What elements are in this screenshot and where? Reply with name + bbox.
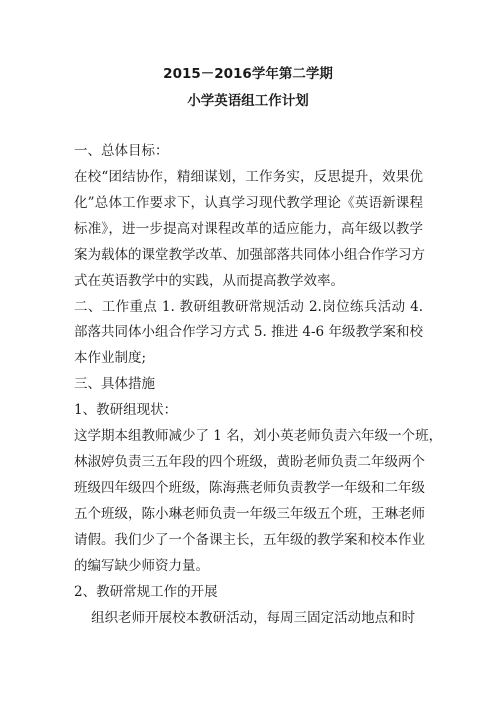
document-title-term: 2015－2016学年第二学期	[163, 66, 333, 82]
section-heading-measures: 三、具体措施	[74, 376, 155, 392]
paragraph-line: 请假。我们少了一个备课主长，五年级的教学案和校本作业	[74, 532, 425, 548]
document-title-plan: 小学英语组工作计划	[187, 93, 309, 109]
paragraph-line: 部落共同体小组合作学习方式 5. 推进 4-6 年级教学案和校	[74, 324, 423, 340]
subsection-heading-status: 1、教研组现状：	[74, 402, 178, 418]
section-heading-focus: 二、工作重点 1. 教研组教研常规活动 2.岗位练兵活动 4.	[74, 299, 423, 315]
paragraph-line: 五个班级，陈小琳老师负责一年级三年级五个班，王琳老师	[74, 506, 425, 522]
subsection-heading-routine: 2、教研常规工作的开展	[74, 584, 218, 600]
paragraph-line: 林淑婷负责三五年段的四个班级，黄盼老师负责二年级两个	[74, 454, 425, 470]
paragraph-line: 在校“团结协作，精细谋划，工作务实，反思提升，效果优	[74, 169, 423, 185]
paragraph-line: 标准》，进一步提高对课程改革的适应能力，高年级以教学	[74, 221, 423, 237]
paragraph-line: 班级四年级四个班级，陈海燕老师负责教学一年级和二年级	[74, 480, 425, 496]
paragraph-line: 化”总体工作要求下，认真学习现代教学理论《英语新课程	[74, 195, 423, 211]
paragraph-line: 案为载体的课堂教学改革、加强部落共同体小组合作学习方	[74, 247, 425, 263]
paragraph-line: 组织老师开展校本教研活动，每周三固定活动地点和时	[74, 610, 416, 626]
paragraph-line: 这学期本组教师减少了 1 名，刘小英老师负责六年级一个班，	[74, 428, 443, 444]
paragraph-line: 的编写缺少师资力量。	[74, 558, 209, 574]
paragraph-line: 式在英语教学中的实践，从而提高教学效率。	[74, 273, 344, 289]
section-heading-goals: 一、总体目标：	[74, 143, 169, 159]
paragraph-line: 本作业制度;	[74, 350, 147, 366]
